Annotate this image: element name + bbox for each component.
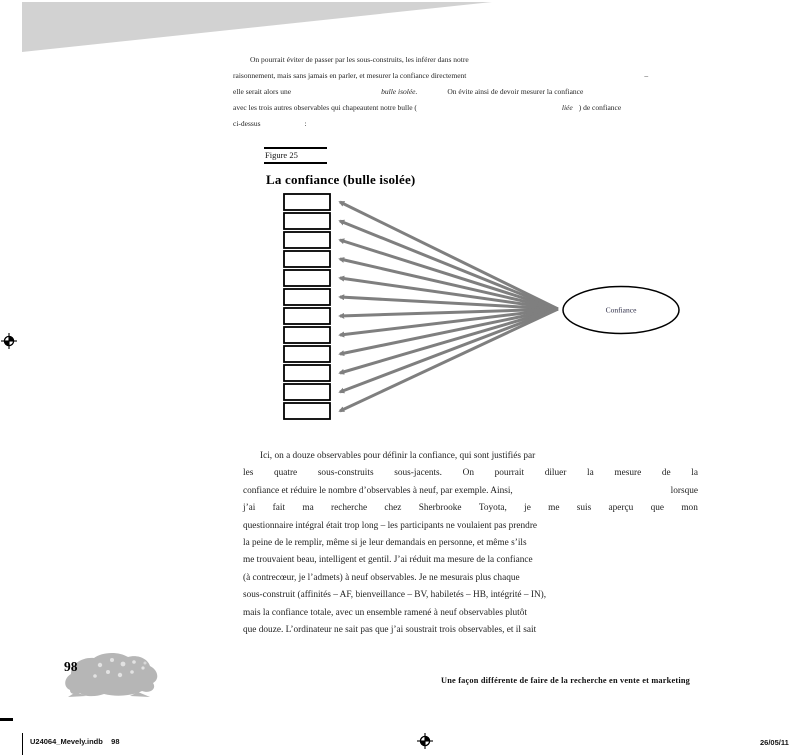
boxes-and-arrows bbox=[284, 194, 558, 419]
text-run: On pourrait éviter de passer par les sous-construits, les inférer dans notre bbox=[250, 55, 469, 64]
corner-fold-graphic bbox=[0, 0, 500, 54]
italic-text-run: bulle isolée. bbox=[381, 87, 418, 96]
text-run: je bbox=[524, 503, 531, 514]
text-run: raisonnement, mais sans jamais en parler, et mesurer la confiance directement bbox=[233, 71, 467, 80]
text-line bbox=[243, 500, 698, 517]
observable-box bbox=[284, 270, 330, 286]
text-run: que bbox=[650, 503, 665, 514]
text-run: aperçu bbox=[608, 503, 634, 514]
text-run: me trouvaient beau, intelligent et gentil. J’ai réduit ma mesure de la confiance bbox=[243, 555, 533, 566]
text-line bbox=[243, 448, 698, 465]
text-run: mais la confiance totale, avec un ensemble ramené à neuf observables plutôt bbox=[243, 607, 527, 618]
observable-box bbox=[284, 194, 330, 210]
text-line bbox=[243, 605, 698, 622]
text-line bbox=[233, 100, 693, 116]
crop-mark-line bbox=[22, 733, 23, 755]
text-run: ) de confiance bbox=[578, 103, 622, 112]
text-run: Toyota, bbox=[478, 503, 507, 514]
text-run: elle serait alors une bbox=[233, 87, 292, 96]
observable-box bbox=[284, 289, 330, 305]
text-run: fait bbox=[272, 503, 286, 514]
crop-mark bbox=[0, 718, 13, 721]
text-line bbox=[243, 483, 698, 500]
text-run: recherche bbox=[330, 503, 368, 514]
text-line bbox=[243, 552, 698, 569]
text-run: sous-jacents. bbox=[394, 468, 442, 479]
slug-date: 26/05/11 bbox=[760, 738, 789, 747]
text-run: sous-construit (affinités – AF, bienveillance – BV, habiletés – HB, intégrité – IN), bbox=[243, 590, 547, 601]
text-run: Ici, on a douze observables pour définir la confiance, qui sont justifiés par bbox=[260, 451, 536, 461]
observable-box bbox=[284, 327, 330, 343]
observable-box bbox=[284, 251, 330, 267]
observable-box bbox=[284, 232, 330, 248]
observable-box bbox=[284, 403, 330, 419]
text-run: pourrait bbox=[494, 468, 525, 479]
text-run: que douze. L’ordinateur ne sait pas que j’ai soustrait trois observables, et il sait bbox=[243, 625, 537, 636]
text-run: questionnaire intégral était trop long – les participants ne voulaient pas prendre bbox=[243, 520, 538, 531]
text-run: (à contrecœur, je l’admets) à neuf observables. Je ne mesurais plus chaque bbox=[243, 572, 520, 583]
text-run: lorsque bbox=[670, 485, 698, 496]
text-run: On bbox=[462, 468, 474, 479]
arrow-line bbox=[340, 309, 558, 373]
text-line bbox=[233, 52, 693, 68]
text-run: On évite ainsi de devoir mesurer la confiance bbox=[447, 87, 584, 96]
text-line bbox=[233, 116, 693, 132]
registration-mark-icon bbox=[1, 333, 17, 349]
text-run: de bbox=[661, 468, 671, 479]
italic-text-run: liée bbox=[561, 103, 573, 112]
text-run: la peine de le remplir, même si je leur demandais en personne, et même s’ils bbox=[243, 538, 527, 549]
text-run: mesure bbox=[614, 468, 642, 479]
text-run: confiance et réduire le nombre d’observables à neuf, par exemple. Ainsi, bbox=[243, 485, 513, 496]
text-run: j’ai bbox=[243, 503, 256, 514]
text-line bbox=[233, 68, 693, 84]
text-line bbox=[243, 518, 698, 535]
text-run: diluer bbox=[544, 468, 567, 479]
confiance-path-diagram bbox=[280, 191, 690, 426]
text-run: sous-construits bbox=[317, 468, 374, 479]
text-run: : bbox=[304, 119, 307, 128]
registration-mark-icon bbox=[417, 733, 433, 749]
text-run: les bbox=[243, 468, 254, 479]
text-run: suis bbox=[576, 503, 592, 514]
text-run: Sherbrooke bbox=[418, 503, 462, 514]
figure-title: La confiance (bulle isolée) bbox=[266, 172, 416, 187]
running-title: Une façon différente de faire de la recherche en vente et marketing bbox=[441, 676, 690, 685]
confiance-ellipse-label: Confiance bbox=[605, 305, 637, 315]
text-line bbox=[243, 465, 698, 482]
slug-filename: U24064_Mevely.indb 98 bbox=[30, 737, 120, 746]
text-run: avec les trois autres observables qui chapeautent notre bulle ( bbox=[233, 103, 417, 112]
text-run: quatre bbox=[273, 468, 298, 479]
observable-box bbox=[284, 346, 330, 362]
text-run: chez bbox=[384, 503, 402, 514]
arrow-line bbox=[340, 309, 558, 411]
text-line bbox=[233, 84, 693, 100]
observable-box bbox=[284, 308, 330, 324]
figure-label: Figure 25 bbox=[264, 147, 327, 164]
observable-box bbox=[284, 384, 330, 400]
text-run: la bbox=[691, 468, 698, 479]
text-run: ma bbox=[302, 503, 314, 514]
text-line bbox=[243, 570, 698, 587]
text-run: mon bbox=[681, 503, 698, 514]
text-line bbox=[243, 622, 698, 639]
text-run: ci-dessus bbox=[233, 119, 261, 128]
text-run: me bbox=[548, 503, 560, 514]
text-run: la bbox=[587, 468, 594, 479]
text-line bbox=[243, 587, 698, 604]
observable-box bbox=[284, 213, 330, 229]
observable-box bbox=[284, 365, 330, 381]
page-number: 98 bbox=[64, 659, 78, 674]
text-run: – bbox=[644, 71, 649, 80]
body-paragraph bbox=[243, 448, 698, 639]
text-line bbox=[243, 535, 698, 552]
intro-paragraph bbox=[233, 52, 693, 132]
